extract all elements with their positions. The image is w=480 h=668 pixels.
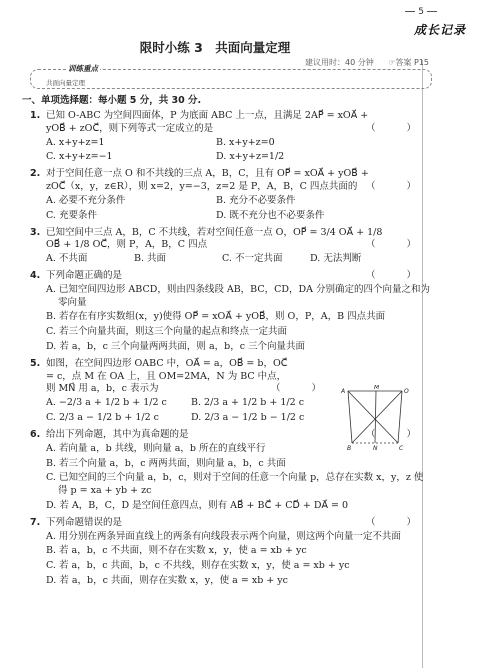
answer-bracket: （ ） (365, 122, 430, 134)
question-text: 已知 O-ABC 为空间四面体，P 为底面 ABC 上一点，且满足 2AP⃗ = xOA⃗ + yOB⃗ + zOC⃗，则下列等式一定成立的是 (46, 110, 369, 134)
option-d: D. 既不充分也不必要条件 (216, 209, 325, 221)
option-d: D. 无法判断 (310, 253, 362, 265)
focus-title: 训练重点 (68, 64, 98, 73)
question-4 (30, 270, 430, 355)
option-a: A. 不共面 (46, 253, 88, 265)
option-c: C. 2/3 a − 1/2 b + 1/2 c (46, 412, 159, 424)
question-3 (30, 227, 430, 267)
label-b: B (347, 445, 352, 451)
option-b: B. 若三个向量 a，b，c 两两共面，则向量 a，b，c 共面 (46, 457, 286, 469)
option-c: C. x+y+z=−1 (46, 151, 113, 163)
option-d: D. 若 a，b，c 共面，则存在实数 x，y，使 a = xb + yc (46, 575, 288, 586)
option-c: C. 不一定共面 (222, 253, 283, 265)
page-title: 限时小练 3 共面向量定理 (139, 40, 291, 55)
option-b: B. 共面 (134, 253, 167, 265)
answer-bracket: （ ） (365, 516, 430, 528)
answer-bracket: （ ） (365, 269, 430, 281)
option-c: C. 若三个向量共面，则这三个向量的起点和终点一定共面 (46, 326, 287, 338)
option-c: C. 已知空间的三个向量 a，b，c，则对于空间的任意一个向量 p，总存在实数 x，y，z 使得 p = xa + yb + zc (46, 472, 424, 497)
edge-ac (348, 391, 398, 443)
question-text: 对于空间任意一点 O 和不共线的三点 A，B，C，且有 OP⃗ = xOA⃗ + yOB⃗ + zOC⃗（x，y，z∈R），则 x=2，y=−3，z=2 是 P，A，B，C 四点共面的 (46, 168, 369, 193)
meta-info (305, 58, 441, 69)
suggested-time: 建议用时：40 分钟 (305, 58, 374, 67)
tetrahedron-figure (340, 385, 410, 451)
option-a: A. 用分别在两条异面直线上的两条有向线段表示两个向量，则这两个向量一定不共面 (46, 530, 401, 542)
answer-bracket: （ ） (365, 239, 430, 251)
option-b: B. 若 a，b，c 不共面，则不存在实数 x，y，使 a = xb + yc (46, 545, 307, 557)
option-d: D. x+y+z=1/2 (216, 151, 285, 163)
edge-ob (352, 391, 402, 443)
focus-subtitle: 共面向量定理 (46, 79, 85, 87)
option-b: B. 2/3 a + 1/2 b + 1/2 c (191, 397, 305, 409)
question-1 (30, 110, 430, 165)
label-m: M (374, 385, 380, 391)
question-number: 7. (30, 516, 41, 528)
label-n: N (373, 445, 378, 451)
option-d: D. 若 A，B，C，D 是空间任意四点，则有 AB⃗ + BC⃗ + CD⃗ + DA⃗ = 0 (46, 499, 349, 511)
question-text: 下列命题正确的是 (46, 269, 123, 281)
page-number: 5 (402, 6, 440, 18)
option-a: A. x+y+z=1 (46, 136, 105, 148)
question-2 (30, 168, 430, 223)
option-d: D. 2/3 a − 1/2 b − 1/2 c (191, 412, 305, 424)
question-number: 2. (30, 168, 41, 180)
question-list (30, 110, 430, 592)
option-c: C. 若 a，b，c 共面，b，c 不共线，则存在实数 x，y，使 a = xb + yc (46, 560, 350, 572)
brand-logo: 成长记录 (413, 23, 466, 37)
question-text: 已知空间中三点 A，B，C 不共线，若对空间任意一点 O，OP⃗ = 3/4 OA⃗ + 1/8 OB⃗ + 1/8 OC⃗，则 P，A，B，C 四点 (46, 226, 383, 251)
edge-oc (398, 391, 402, 443)
question-7 (30, 517, 430, 589)
question-text: 给出下列命题，其中为真命题的是 (46, 428, 189, 440)
option-b: B. 充分不必要条件 (216, 194, 296, 206)
question-text: 下列命题错误的是 (46, 516, 123, 528)
option-b: B. x+y+z=0 (216, 136, 275, 148)
option-a: A. 已知空间四边形 ABCD，则由四条线段 AB，BC，CD，DA 分别确定的四个向量之和为零向量 (46, 283, 430, 308)
section-heading: 一、单项选择题：每小题 5 分，共 30 分. (22, 95, 202, 106)
option-a: A. −2/3 a + 1/2 b + 1/2 c (46, 397, 167, 409)
answer-bracket: （ ） (270, 383, 335, 395)
option-c: C. 充要条件 (46, 209, 97, 221)
label-o: O (404, 388, 409, 395)
answer-ref: ☞答案 P15 (388, 58, 429, 67)
label-c: C (399, 445, 404, 451)
answer-bracket: （ ） (365, 181, 430, 193)
option-d: D. 若 a，b，c 三个向量两两共面，则 a，b，c 三个向量共面 (46, 341, 306, 352)
question-5 (30, 358, 335, 426)
question-number: 4. (30, 269, 41, 281)
question-number: 5. (30, 357, 41, 369)
segment-mn (375, 391, 376, 443)
answer-bracket: （ ） (365, 428, 430, 440)
question-text: 如图，在空间四边形 OABC 中，OA⃗ = a，OB⃗ = b，OC⃗ = c，点 M 在 OA 上，且 OM=2MA，N 为 BC 中点，则 MN⃗ 用 a，b，c 表示为 (46, 357, 288, 395)
option-b: B. 若存在有序实数组(x，y)使得 OP⃗ = xOA⃗ + yOB⃗，则 O，P，A，B 四点共面 (46, 311, 386, 323)
question-number: 6. (30, 428, 41, 440)
question-number: 1. (30, 110, 41, 121)
label-a: A (341, 388, 346, 395)
option-a: A. 若向量 a，b 共线，则向量 a，b 所在的直线平行 (46, 442, 266, 454)
option-a: A. 必要不充分条件 (46, 194, 126, 206)
edge-ab (348, 391, 352, 443)
question-number: 3. (30, 226, 41, 238)
